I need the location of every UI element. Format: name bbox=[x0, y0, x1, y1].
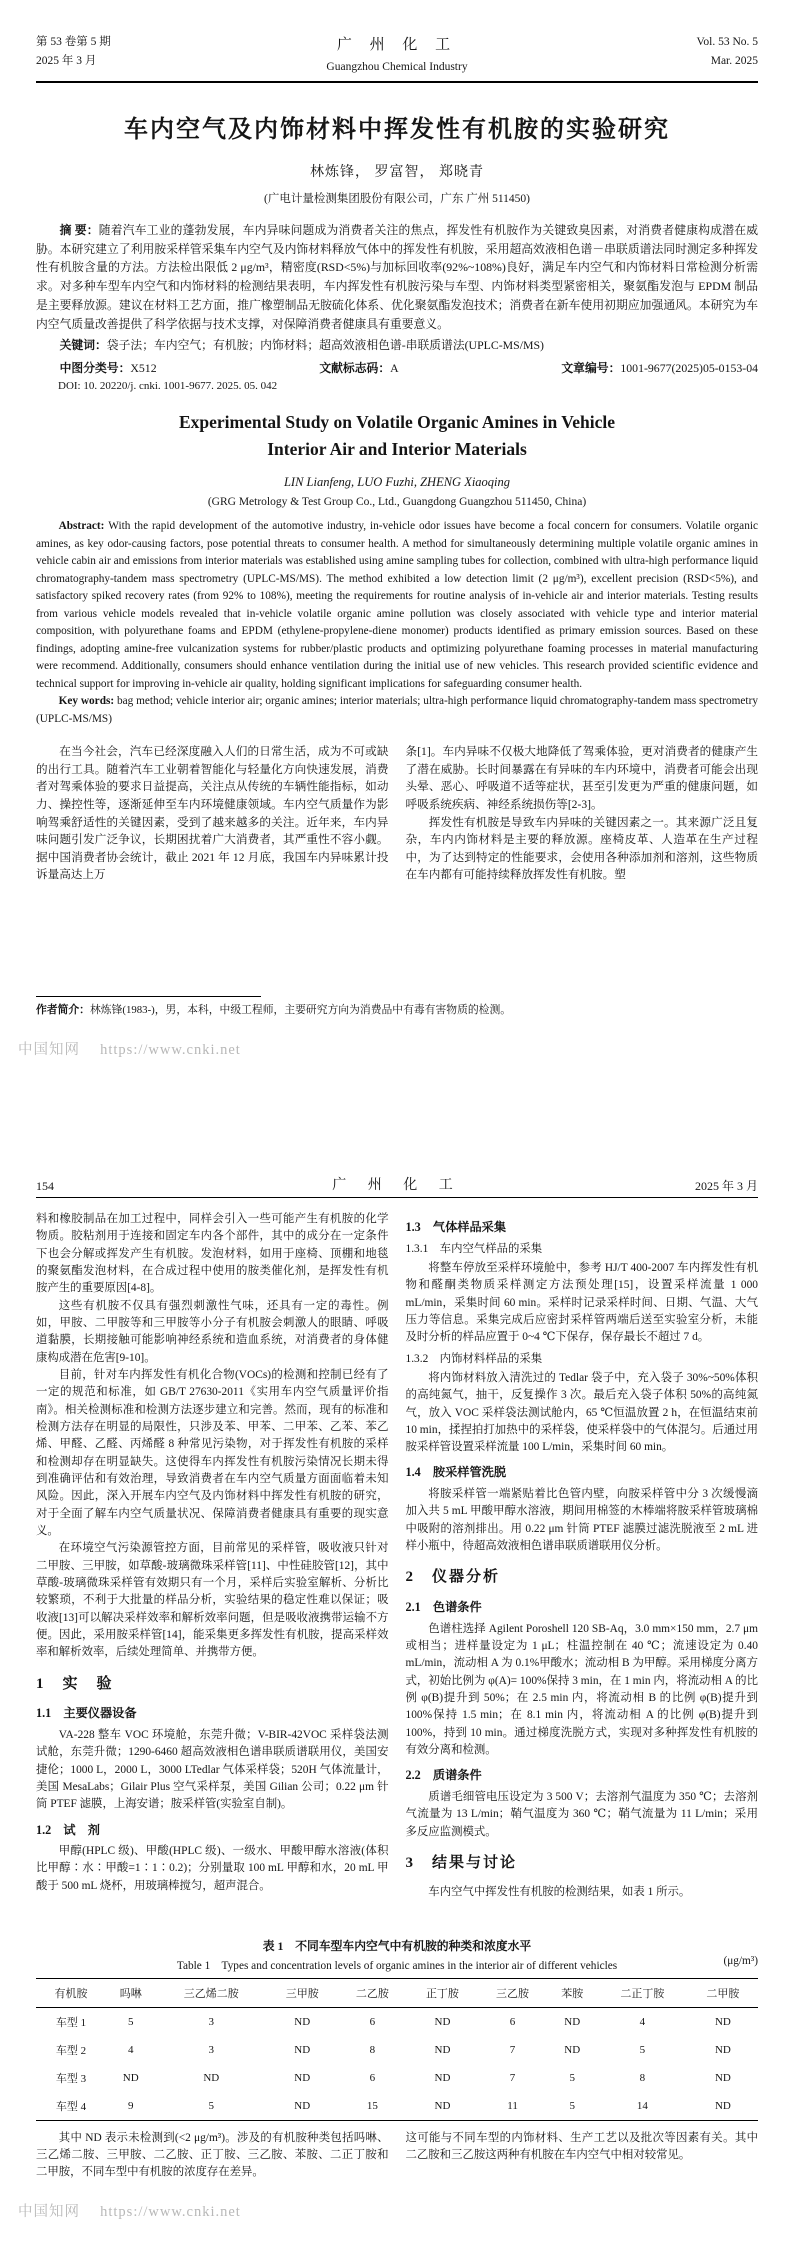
table-cell: ND bbox=[714, 2072, 731, 2084]
body-paragraph: 在环境空气污染源管控方面，目前常见的采样管，吸收液只针对二甲胺、三甲胺，如草酸-玻璃微珠采样管[11]、中性硅胶管[12]，其中草酸-玻璃微珠采样管有效期只有一个月，采样后实验室解析、分析比较繁琐，不利于大批量的样品分析，实验结果的稳定性难以保证；吸收液[13]可以解决采样效率和解析效率问题，但是吸收液携带运输不方便。因此，采用胺采样管[14]，能采集更多挥发性有机胺，提高采样效率和解析效率，后续处理简单、并携带方便。 bbox=[36, 1542, 389, 1659]
table-cell: 车型 2 bbox=[55, 2045, 87, 2057]
section-heading-1: 1 实 验 bbox=[36, 1675, 114, 1692]
table-cell: ND bbox=[203, 2072, 220, 2084]
abstract-paragraph bbox=[36, 221, 758, 334]
doc-code-item bbox=[319, 359, 398, 376]
section-heading-3: 3 结果与讨论 bbox=[405, 1854, 518, 1871]
body-paragraph: 目前，针对车内挥发性有机化合物(VOCs)的检测和控制已经有了一定的规范和标准，如 GB/T 27630-2011《实用车内空气质量评价指南》。相关检测标准和检测方法逐步建立和完善。然而，现有的标准和检测方法存在明显的局限性，只涉及苯、甲苯、二甲苯、乙苯、苯乙烯、甲醛、乙醛、丙烯醛 8 种常见污染物，对于挥发性有机胺的采样和检测却存在明显缺失。这使得车内挥发性有机胺污染情况长期未得到准确评估和有效治理，导致消费者在车内空气质量方面面临着未知风险。因此，深入开展车内空气及内饰材料中挥发性有机胺的研究，对于全面了解车内空气质量状况、保障消费者健康具有重要的现实意义。 bbox=[36, 1368, 389, 1537]
date-en: Mar. 2025 bbox=[710, 54, 758, 67]
table-header-cell: 三乙胺 bbox=[496, 1988, 530, 2000]
table-cell: 6 bbox=[369, 2072, 376, 2084]
table-cell: 4 bbox=[127, 2044, 134, 2056]
body-paragraph: 料和橡胶制品在加工过程中，同样会引入一些可能产生有机胺的化学物质。胶粘剂用于连接和固定车内各个部件，其中的成分在一定条件下也会分解或挥发产生有机胺。发泡材料，如用于座椅、顶棚和地毯的聚氨酯发泡材料，在合成过程中使用的胺类催化剂，是挥发性有机胺产生的重要原因[4-8]。 bbox=[36, 1213, 389, 1295]
table-1-unit: (μg/m³) bbox=[723, 1955, 758, 1967]
footnote-label: 作者简介： bbox=[36, 1004, 90, 1016]
intro-paragraph-right-2: 挥发性有机胺是导致车内异味的关键因素之一。其来源广泛且复杂，车内内饰材料是主要的释放源。座椅皮革、人造革在生产过程中，为了达到特定的性能要求，会使用各种添加剂和溶剂，这些物质在车内都有可能持续释放挥发性有机胺。塑 bbox=[405, 815, 758, 882]
classification-line bbox=[36, 359, 758, 376]
table-header-cell: 苯胺 bbox=[561, 1988, 584, 2000]
table-header-cell: 二甲胺 bbox=[706, 1988, 740, 2000]
subsection-heading-1-3: 1.3 气体样品采集 bbox=[405, 1220, 507, 1234]
table-cell: ND bbox=[294, 2016, 311, 2028]
clc-label: 中图分类号： bbox=[59, 360, 131, 375]
clc-value: X512 bbox=[130, 360, 157, 375]
header-right bbox=[588, 33, 758, 77]
notes-column-left bbox=[36, 2130, 389, 2181]
table-cell: ND bbox=[434, 2016, 451, 2028]
english-keywords bbox=[36, 693, 758, 728]
notes-paragraph-right: 这可能与不同车型的内饰材料、生产工艺以及批次等因素有关。其中二乙胺和三乙胺这两种有机胺在车内空气中相对较常见。 bbox=[405, 2132, 758, 2162]
subsubsection-heading-1-3-1: 1.3.1 车内空气样品的采集 bbox=[405, 1242, 543, 1255]
table-cell: 5 bbox=[208, 2100, 215, 2112]
subsection-heading-1-1: 1.1 主要仪器设备 bbox=[36, 1706, 137, 1721]
table-cell: ND bbox=[434, 2044, 451, 2056]
table-header-cell: 三甲胺 bbox=[285, 1988, 319, 2000]
subsection-heading-1-4: 1.4 胺采样管洗脱 bbox=[405, 1465, 507, 1480]
table-cell: 5 bbox=[127, 2016, 134, 2028]
table-cell: ND bbox=[714, 2016, 731, 2028]
footnote-text: 林炼锋(1983-)，男，本科，中级工程师，主要研究方向为消费品中有毒有害物质的检测。 bbox=[89, 1004, 512, 1016]
running-header bbox=[36, 1122, 758, 1194]
table-1-caption-en-row bbox=[36, 1957, 758, 1973]
intro-paragraph-left: 在当今社会，汽车已经深度融入人们的日常生活，成为不可或缺的出行工具。随着汽车工业朝着智能化与轻量化方向快速发展，消费者对驾乘体验的要求日益提高，关注点从传统的车辆性能指标，如动力、操控性等，逐渐延伸至车内环境健康领域。车内空气质量作为影响驾乘舒适性的关键因素，受到了越来越多的关注。近年来，车内异味问题引发广泛争议，长期困扰着广大消费者，其严重性不容小觑。据中国消费者协会统计，截止 2021 年 12 月底，我国车内异味累计投诉量高达上万 bbox=[36, 745, 389, 882]
affiliation-line: (广电计量检测集团股份有限公司，广东 广州 511450) bbox=[264, 192, 530, 205]
intro-paragraph-right-1: 条[1]。车内异味不仅极大地降低了驾乘体验，更对消费者的健康产生了潜在威胁。长时间暴露在有异味的车内环境中，消费者可能会出现头晕、恶心、呼吸道不适等症状，甚至引发更为严重的健康问题，如呼吸系统疾病、神经系统损伤等[2-3]。 bbox=[405, 745, 758, 811]
table-row bbox=[36, 2092, 758, 2121]
table-cell: ND bbox=[564, 2016, 581, 2028]
table-1-caption-en: Table 1 Types and concentration levels of organic amines in the interior air of different vehicles bbox=[176, 1960, 618, 1972]
header-center bbox=[206, 33, 588, 77]
abstract-text: 随着汽车工业的蓬勃发展，车内异味问题成为消费者关注的焦点，挥发性有机胺作为关键致臭因素，对消费者健康构成潜在威胁。本研究建立了利用胺采样管采集车内空气及内饰材料释放气体中的挥发性有机胺，采用超高效液相色谱－串联质谱法同时测定多种挥发性有机胺含量的方法。方法检出限低 2 μg/m³，精密度(RSD<5%)与加标回收率(92%~108%)良好，满足车内空气和内饰材料日常检测分析需求。对多种车型车内空气和内饰材料的检测结果表明，车内挥发性有机胺污染与车型、内饰材料类型紧密相关，聚氨酯发泡与 EPDM 制品是主要释放源。建议在材料工艺方面，推广橡塑制品无胺硫化体系、优化聚氨酯发泡技术；消费者在新车使用初期应加强通风。本研究为车内空气质量改善提供了科学依据与技术支撑，对保障消费者健康具有重要意义。 bbox=[36, 222, 758, 332]
english-abstract-label: Abstract: bbox=[58, 520, 109, 533]
table-row bbox=[36, 2064, 758, 2092]
body-columns bbox=[36, 1211, 758, 1933]
table-header-cell: 三乙烯二胺 bbox=[183, 1988, 239, 2000]
table-cell: ND bbox=[714, 2100, 731, 2112]
cnki-watermark-page2: 中国知网 https://www.cnki.net bbox=[18, 2204, 241, 2220]
table-1-caption-cn: 表 1 不同车型车内空气中有机胺的种类和浓度水平 bbox=[262, 1939, 532, 1953]
subsubsection-heading-1-3-2: 1.3.2 内饰材料样品的采集 bbox=[405, 1352, 543, 1365]
subsection-heading-2-1: 2.1 色谱条件 bbox=[405, 1600, 482, 1615]
table-cell: ND bbox=[294, 2072, 311, 2084]
table-cell: ND bbox=[434, 2072, 451, 2084]
table-cell: ND bbox=[434, 2100, 451, 2112]
english-title bbox=[36, 409, 758, 463]
table-cell: 8 bbox=[639, 2072, 646, 2084]
cnki-watermark-page1: 中国知网 https://www.cnki.net bbox=[18, 1042, 241, 1058]
body-column-left bbox=[36, 1211, 389, 1933]
table-cell: ND bbox=[294, 2100, 311, 2112]
running-header-rule bbox=[36, 1197, 758, 1198]
notes-paragraph-left: 其中 ND 表示未检测到(<2 μg/m³)。涉及的有机胺种类包括吗啉、三乙烯二胺、三甲胺、二乙胺、正丁胺、三乙胺、苯胺、二正丁胺和二甲胺，不同车型中有机胺的浓度存在差异。 bbox=[36, 2132, 389, 2179]
footnote-text-line bbox=[36, 1002, 758, 1018]
section-heading-2: 2 仪器分析 bbox=[405, 1569, 501, 1586]
running-date: 2025 年 3 月 bbox=[694, 1179, 758, 1193]
header-left bbox=[36, 33, 206, 77]
body-paragraph: 色谱柱选择 Agilent Poroshell 120 SB-Aq，3.0 mm×150 mm，2.7 μm 或相当；进样量设定为 1 μL；柱温控制在 40 ℃；流速设定为 0.40 mL/min，流动相 A 为 0.1%甲酸水；流动相 B 为甲醇。采用梯度分离方式，初始比例为 φ(A)= 100%保持 3 min，在 1 min 内，将流动相 A 的比例 φ(B)提升到 50%；在 2.5 min 内，将流动相 B 的比例 φ(B)提升到 100%保持 1.5 min；在 8.1 min 内，将流动相 A 的比例 φ(B)提升到 100%，持到 10 min。通过梯度洗脱方式，实现对多种挥发性有机胺的有效分离和检测。 bbox=[405, 1622, 758, 1756]
header-rule bbox=[36, 81, 758, 83]
volume-issue-cn: 第 53 卷第 5 期 bbox=[36, 36, 111, 48]
table-cell: ND bbox=[714, 2044, 731, 2056]
english-authors: LIN Lianfeng, LUO Fuzhi, ZHENG Xiaoqing bbox=[283, 475, 511, 490]
table-cell: 7 bbox=[509, 2044, 516, 2056]
body-paragraph: 甲醇(HPLC 级)、甲酸(HPLC 级)、一级水、甲酸甲醇水溶液(体积比甲醇∶水∶甲酸=1∶1∶0.2)；分别量取 100 mL 甲醇和水，20 mL 甲酸于 500 mL 烧杯，用玻璃棒搅匀，超声混合。 bbox=[36, 1845, 389, 1892]
table-header-cell: 二乙胺 bbox=[355, 1988, 389, 2000]
page-2 bbox=[0, 1122, 794, 2244]
table-cell: 14 bbox=[636, 2100, 648, 2112]
table-cell: 3 bbox=[208, 2016, 215, 2028]
english-title-line1: Experimental Study on Volatile Organic Amines in Vehicle bbox=[178, 411, 616, 432]
english-keywords-text: bag method; vehicle interior air; organic amines; interior materials; ultra-high performance liquid chromatography-tandem mass spectrometry (UPLC-MS/MS) bbox=[36, 695, 758, 725]
running-journal-name: 广 州 化 工 bbox=[332, 1178, 462, 1193]
table-cell: 11 bbox=[507, 2100, 518, 2112]
page-number: 154 bbox=[36, 1179, 54, 1193]
table-cell: ND bbox=[564, 2044, 581, 2056]
table-cell: 车型 1 bbox=[55, 2017, 87, 2029]
table-cell: 车型 3 bbox=[55, 2073, 87, 2085]
body-paragraph: VA-228 整车 VOC 环境舱，东莞升微；V-BIR-42VOC 采样袋法测试舱，东莞升微；1290-6460 超高效液相色谱串联质谱联用仪，美国安捷伦；1000 L，2000 L，3000 LTedlar 气体采样袋；520H 气体流量计，美国 MesaLabs；Gilair Plus 空气采样泵，美国 Gilian 公司；0.22 μm 针筒 PTEF 滤膜，上海安谱；胺采样管(实验室自制)。 bbox=[36, 1728, 389, 1811]
intro-column-left bbox=[36, 743, 389, 891]
article-id-item bbox=[561, 359, 758, 376]
table-cell: ND bbox=[294, 2044, 311, 2056]
keywords-label: 关键词： bbox=[59, 337, 107, 352]
english-abstract bbox=[36, 518, 758, 693]
table-cell: 8 bbox=[369, 2044, 376, 2056]
table-cell: 15 bbox=[366, 2100, 378, 2112]
table-1-grid bbox=[36, 1978, 758, 2121]
author-bio-footnote bbox=[36, 996, 758, 1018]
table-cell: 5 bbox=[639, 2044, 646, 2056]
doi-line: DOI: 10. 20220/j. cnki. 1001-9677. 2025. 05. 042 bbox=[58, 379, 278, 392]
table-header-cell: 正丁胺 bbox=[425, 1988, 459, 2000]
table-row bbox=[36, 2008, 758, 2037]
intro-columns bbox=[36, 743, 758, 891]
body-paragraph: 车内空气中挥发性有机胺的检测结果，如表 1 所示。 bbox=[428, 1885, 691, 1898]
table-notes-columns bbox=[36, 2130, 758, 2181]
table-header-row bbox=[36, 1979, 758, 2008]
table-1 bbox=[36, 1937, 758, 2121]
body-paragraph: 将胺采样管一端紧贴着比色管内壁，向胺采样管中分 3 次缓慢滴加入共 5 mL 甲酸甲醇水溶液，期间用棉签的木棒端将胺采样管玻璃棉中吸附的溶剂排出。用 0.22 μm 针筒 PTEF 滤膜过滤洗脱液至 2 mL 进样小瓶中，待超高效液相色谱串联质谱联用仪分析。 bbox=[405, 1488, 758, 1553]
table-header-cell: 二正丁胺 bbox=[620, 1988, 665, 2000]
table-cell: 3 bbox=[208, 2044, 215, 2056]
volume-issue-en: Vol. 53 No. 5 bbox=[696, 36, 758, 48]
keywords-line bbox=[36, 336, 758, 355]
footnote-rule bbox=[36, 996, 261, 997]
intro-column-right bbox=[406, 743, 759, 891]
table-cell: 6 bbox=[509, 2016, 516, 2028]
english-keywords-label: Key words: bbox=[58, 695, 117, 708]
journal-header bbox=[36, 0, 758, 77]
abstract-label: 摘 要： bbox=[59, 222, 99, 237]
table-header-cell: 吗啉 bbox=[119, 1988, 142, 2000]
body-paragraph: 这些有机胺不仅具有强烈刺激性气味，还具有一定的毒性。例如，甲胺、二甲胺等和三甲胺等小分子有机胺会刺激人的眼睛、呼吸道黏膜，长期接触可能影响神经系统和造血系统，对消费者的身体健康构成潜在危害[9-10]。 bbox=[36, 1299, 389, 1364]
table-cell: 5 bbox=[569, 2072, 575, 2084]
article-id-label: 文章编号： bbox=[561, 360, 621, 375]
clc-item bbox=[60, 359, 157, 376]
table-row bbox=[36, 2036, 758, 2064]
doc-code-value: A bbox=[390, 360, 399, 375]
date-cn: 2025 年 3 月 bbox=[36, 54, 97, 67]
table-cell: 6 bbox=[369, 2016, 376, 2028]
subsection-heading-2-2: 2.2 质谱条件 bbox=[405, 1768, 482, 1783]
doc-code-label: 文献标志码： bbox=[319, 360, 391, 375]
table-cell: 9 bbox=[127, 2100, 134, 2112]
table-cell: 4 bbox=[639, 2016, 646, 2028]
article-id-value: 1001-9677(2025)05-0153-04 bbox=[620, 360, 758, 375]
body-paragraph: 将整车停放至采样环境舱中，参考 HJ/T 400-2007 车内挥发性有机物和醛酮类物质采样测定方法预处理[15]，设置采样流量 1 000 mL/min，采集时间 60 min。采样时记录采样时间、日期、气温、大气压力等信息。采集完成后应密封采样管两端后送至实验室分析，未能及时分析的样品应置于 0~4 ℃下保存，保存最长不超过 7 d。 bbox=[405, 1261, 758, 1344]
keywords-text: 袋子法；车内空气；有机胺；内饰材料；超高效液相色谱-串联质谱法(UPLC-MS/MS) bbox=[106, 337, 544, 352]
body-column-right bbox=[406, 1211, 759, 1933]
subsection-heading-1-2: 1.2 试 剂 bbox=[36, 1822, 100, 1837]
table-header-cell: 有机胺 bbox=[54, 1988, 88, 2000]
table-cell: ND bbox=[122, 2072, 139, 2084]
english-abstract-text: With the rapid development of the automotive industry, in-vehicle odor issues have become a focal concern for consumers. Volatile organic amines, as key odor-causing factors, pose potential threats to consumer health. A method for simultaneously determining multiple volatile organic amines in vehicle cabin air and emissions from interior materials was established using amine sampling tubes for collection, combined with ultra-high performance liquid chromatography-tandem mass spectrometry (UPLC-MS/MS). The method exhibited a low detection limit (2 μg/m³), excellent precision (RSD<5%), and satisfactory spiked recovery rates (from 92% to 108%), meeting the requirements for routine analysis of in-vehicle air and interior materials. Testing results from various vehicle models revealed that in-vehicle volatile organic amine pollution was closely associated with vehicle type and interior material composition, with polyurethane foams and EPDM (ethylene-propylene-diene monomer) products identified as primary emission sources. Based on these findings, adopting amine-free vulcanization systems for rubber/plastic products and optimizing polyurethane foaming processes in material manufacturing were recommend. Additionally, consumers should enhance ventilation during the initial use of new vehicles. This research provided scientific evidence and technical support for improving in-vehicle air quality, holding significant implications for safeguarding consumer health. bbox=[36, 520, 758, 690]
table-cell: 车型 4 bbox=[55, 2101, 87, 2113]
authors-line: 林炼锋， 罗富智， 郑晓青 bbox=[310, 164, 484, 180]
body-paragraph: 质谱毛细管电压设定为 3 500 V；去溶剂气温度为 350 ℃；去溶剂气流量为 13 L/min；鞘气温度为 360 ℃；鞘气流量为 11 L/min；采用多反应监测模式。 bbox=[405, 1790, 758, 1838]
journal-name-en: Guangzhou Chemical Industry bbox=[326, 60, 468, 73]
english-title-line2: Interior Air and Interior Materials bbox=[267, 438, 527, 459]
article-title: 车内空气及内饰材料中挥发性有机胺的实验研究 bbox=[124, 116, 670, 143]
table-cell: 7 bbox=[509, 2072, 516, 2084]
body-paragraph: 将内饰材料放入清洗过的 Tedlar 袋子中，充入袋子 30%~50%体积的高纯氮气，抽干，反复操作 3 次。最后充入袋子体积 50%的高纯氮气，放入 VOC 采样袋法测试舱内，65 ℃恒温放置 2 h，在恒温结束前 10 min，揉捏拍打加热中的采样袋，使采样袋中的气体混匀。后通过用胺采样管设置采样流量 100 L/min，采集时间 60 min。 bbox=[405, 1371, 758, 1454]
table-cell: 5 bbox=[569, 2100, 575, 2112]
notes-column-right bbox=[406, 2130, 759, 2181]
journal-name-cn: 广 州 化 工 bbox=[336, 37, 458, 53]
english-affiliation: (GRG Metrology & Test Group Co., Ltd., Guangdong Guangzhou 511450, China) bbox=[207, 496, 587, 509]
